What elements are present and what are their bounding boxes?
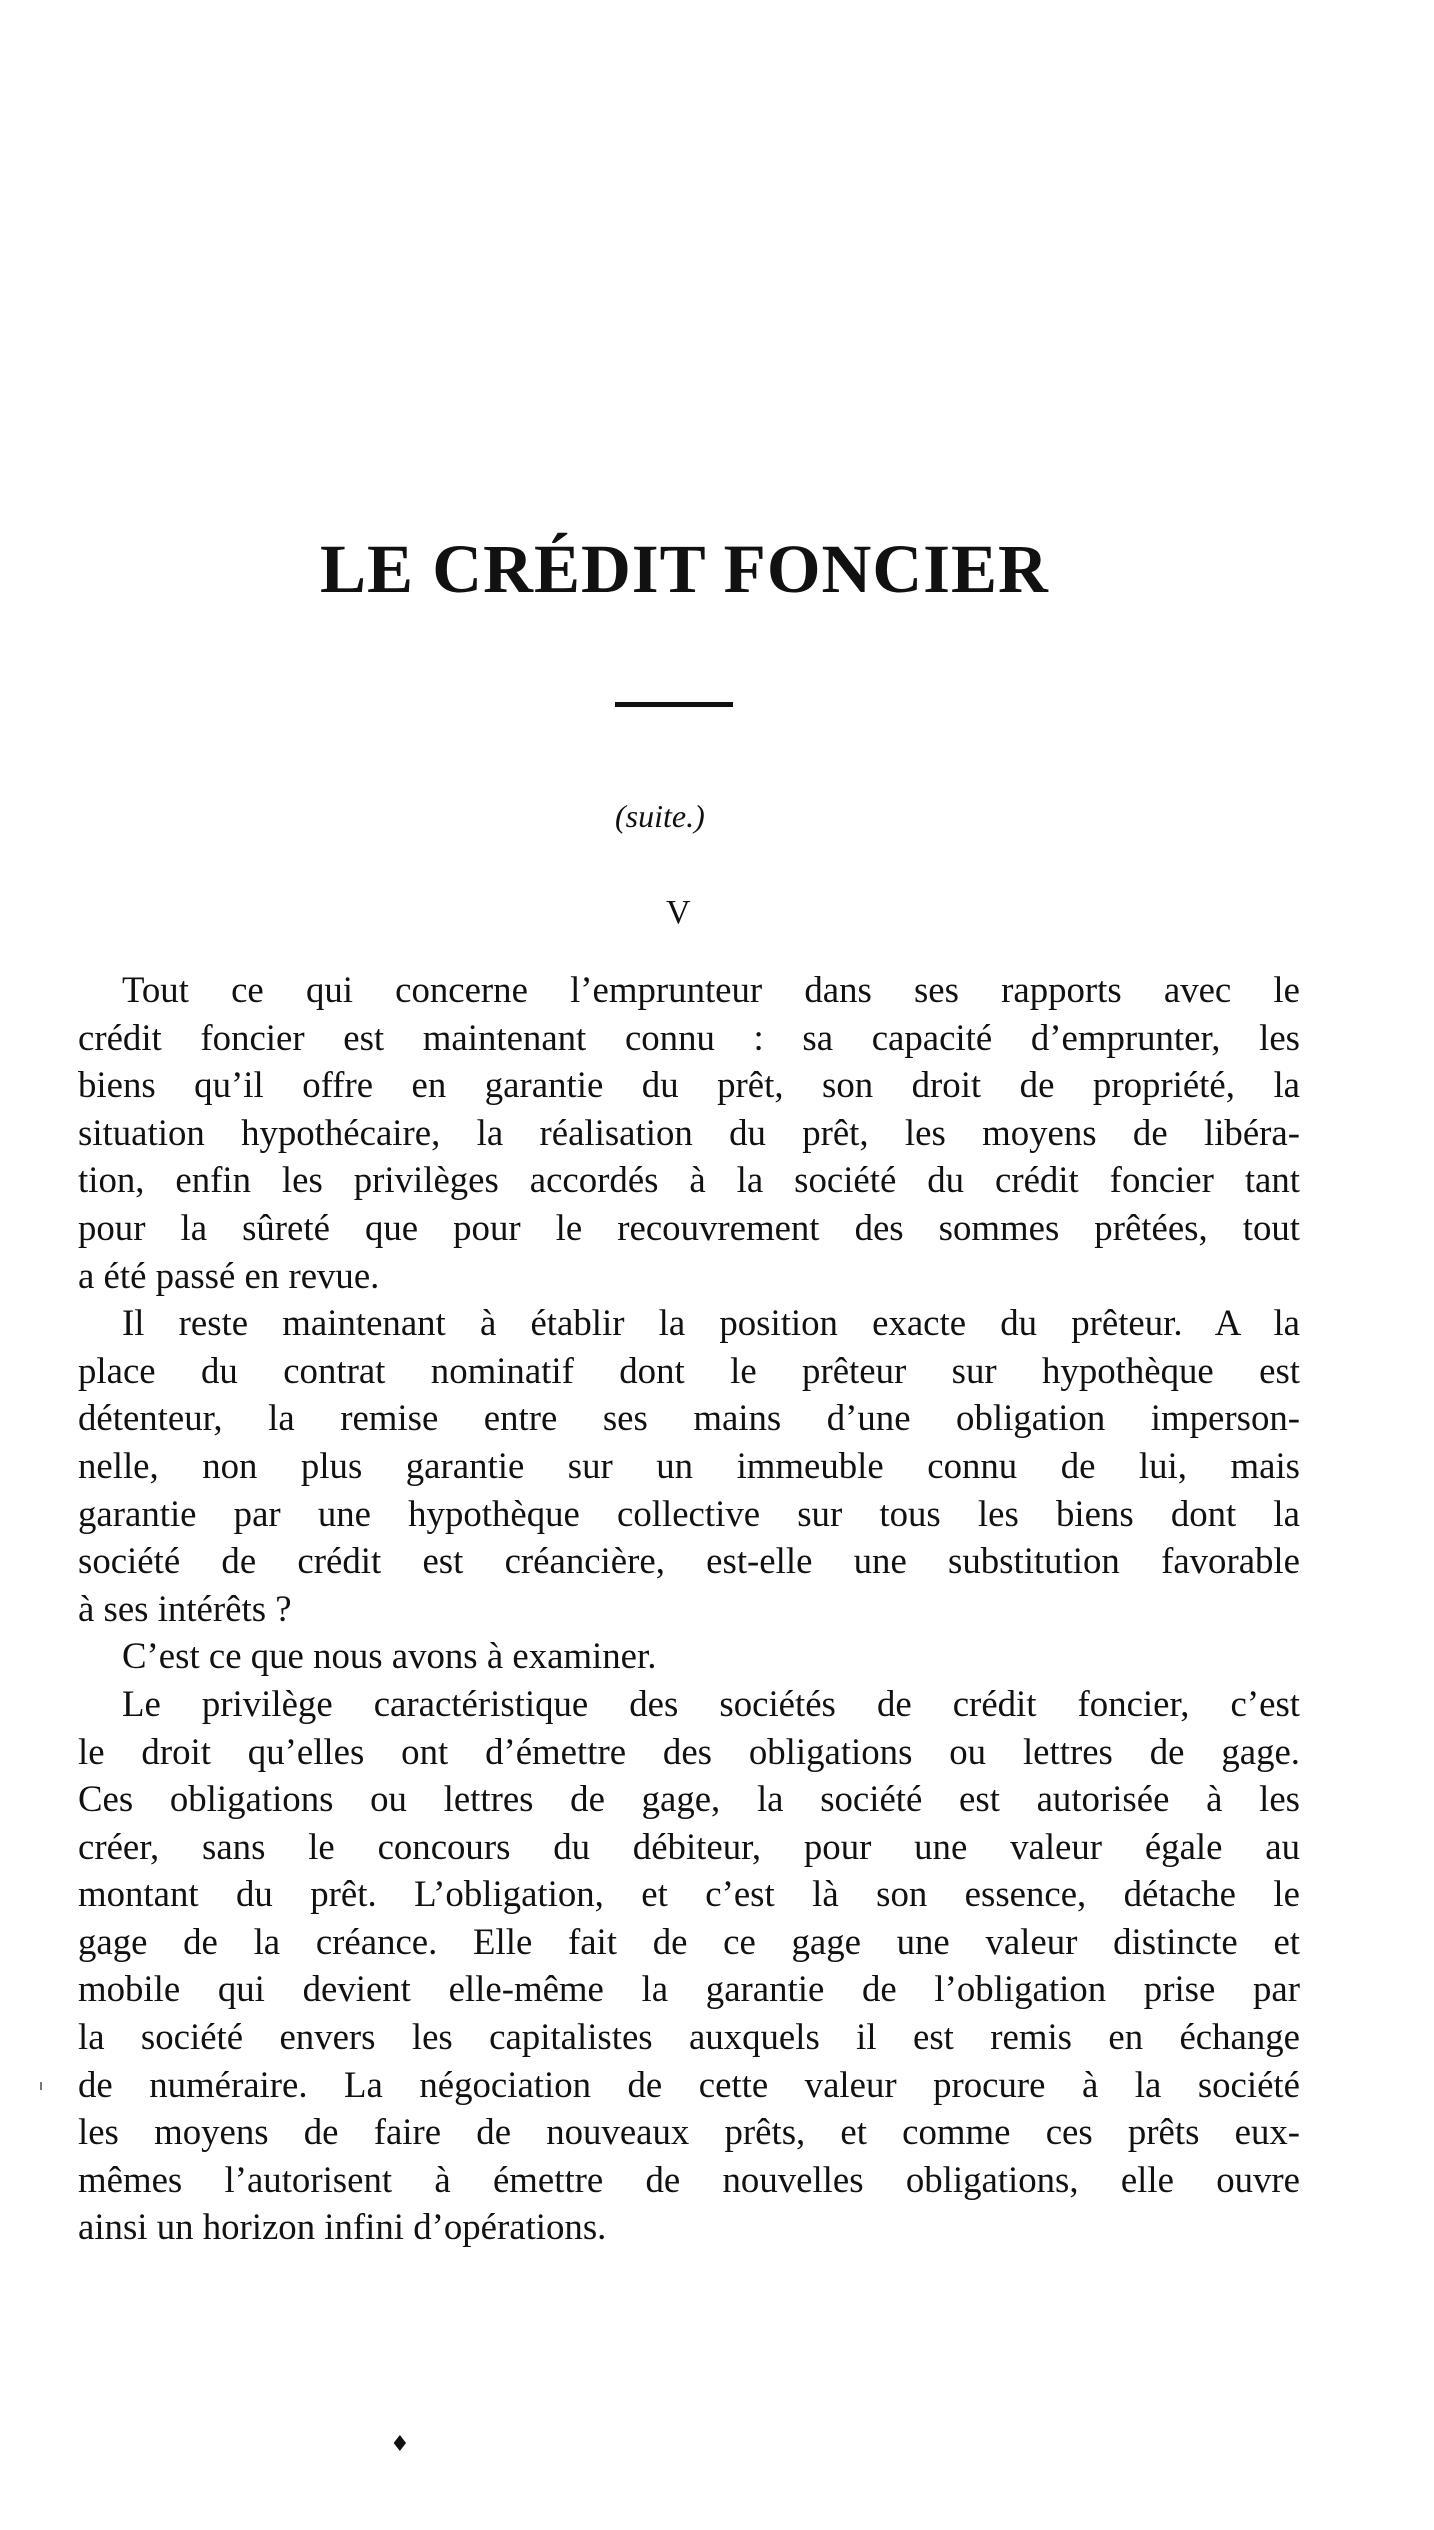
text-line: Il reste maintenant à établir la position exacte du prêteur. A la [122,1302,1300,1344]
text-line: détenteur, la remise entre ses mains d’une obligation imperson- [78,1397,1300,1439]
margin-speck [40,2082,42,2090]
text-line: ainsi un horizon infini d’opérations. [78,2206,607,2248]
text-line: de numéraire. La négociation de cette valeur procure à la société [78,2063,1300,2105]
body-text [78,966,1300,2251]
text-line: C’est ce que nous avons à examiner. [122,1635,657,1677]
title-rule [615,702,733,707]
text-line: place du contrat nominatif dont le prêteur sur hypothèque est [78,1349,1300,1391]
text-line: garantie par une hypothèque collective sur tous les biens dont la [78,1492,1300,1534]
text-line: à ses intérêts ? [78,1587,292,1629]
text-line: créer, sans le concours du débiteur, pour une valeur égale au [78,1825,1300,1867]
text-line: a été passé en revue. [78,1254,380,1296]
text-line: la société envers les capitalistes auxquels il est remis en échange [78,2016,1300,2058]
text-line: crédit foncier est maintenant connu : sa capacité d’emprunter, les [78,1016,1300,1058]
section-number: V [666,894,691,931]
text-line: Tout ce qui concerne l’emprunteur dans ses rapports avec le [122,969,1300,1010]
text-line: gage de la créance. Elle fait de ce gage une valeur distincte et [78,1920,1300,1962]
text-line: le droit qu’elles ont d’émettre des obligations ou lettres de gage. [78,1730,1300,1772]
text-line: tion, enfin les privilèges accordés à la société du crédit foncier tant [78,1159,1300,1201]
text-line: montant du prêt. L’obligation, et c’est là son essence, détache le [78,1873,1300,1915]
text-line: Ces obligations ou lettres de gage, la société est autorisée à les [78,1778,1300,1820]
text-line: nelle, non plus garantie sur un immeuble connu de lui, mais [78,1444,1300,1486]
ornament-icon: ♦ [390,2432,410,2457]
text-line: pour la sûreté que pour le recouvrement des sommes prêtées, tout [78,1206,1300,1248]
text-line: mêmes l’autorisent à émettre de nouvelles obligations, elle ouvre [78,2158,1300,2200]
text-line: situation hypothécaire, la réalisation du prêt, les moyens de libéra- [78,1111,1300,1153]
chapter-subtitle: (suite.) [615,798,705,834]
text-line: société de crédit est créancière, est-elle une substitution favorable [78,1540,1300,1582]
text-line: Le privilège caractéristique des sociétés de crédit foncier, c’est [122,1682,1300,1724]
text-line: mobile qui devient elle-même la garantie de l’obligation prise par [78,1968,1300,2010]
chapter-title: LE CRÉDIT FONCIER [320,531,1049,607]
text-line: biens qu’il offre en garantie du prêt, son droit de propriété, la [78,1064,1300,1106]
text-line: les moyens de faire de nouveaux prêts, et comme ces prêts eux- [78,2111,1300,2153]
